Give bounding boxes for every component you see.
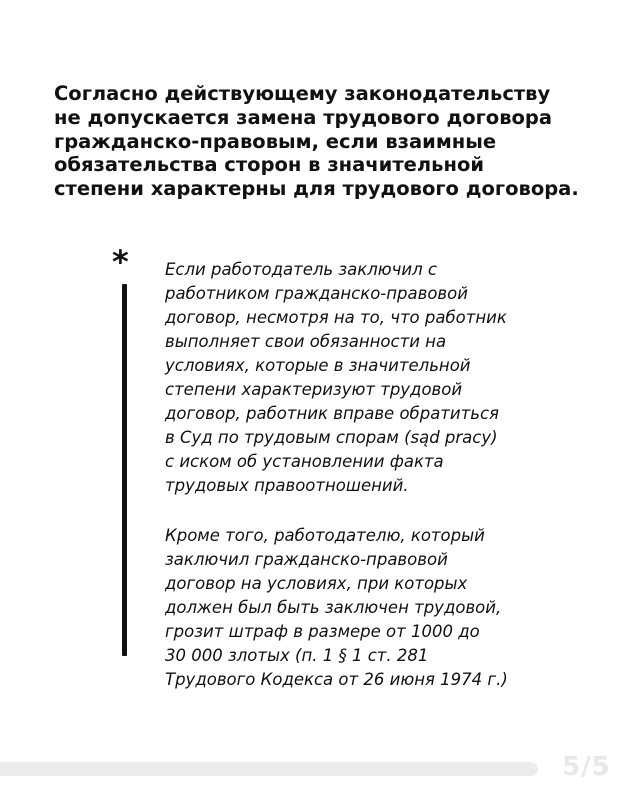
note-line: Если работодатель заключил с xyxy=(165,260,437,279)
note-line: должен был быть заключен трудовой, xyxy=(165,598,502,617)
note-block xyxy=(165,258,605,718)
note-line: Трудового Кодекса от 26 июня 1974 г.) xyxy=(165,670,508,689)
asterisk-icon: * xyxy=(112,243,129,281)
note-line: выполняет свои обязанности на xyxy=(165,332,447,351)
headline-line: не допускается замена трудового договора xyxy=(54,105,553,129)
note-line: в Суд по трудовым спорам (sąd pracy) xyxy=(165,428,498,447)
headline xyxy=(54,82,614,201)
note-line: грозит штраф в размере от 1000 до xyxy=(165,622,480,641)
headline-line: степени характерны для трудового договора. xyxy=(54,177,579,201)
note-line: с иском об установлении факта xyxy=(165,452,444,471)
note-paragraph-1 xyxy=(165,258,605,498)
headline-line: обязательства сторон в значительной xyxy=(54,153,484,177)
note-line: заключил гражданско-правовой xyxy=(165,550,448,569)
headline-line: Согласно действующему законодательству xyxy=(54,82,551,105)
note-line: работником гражданско-правовой xyxy=(165,284,468,303)
note-line: договор, работник вправе обратиться xyxy=(165,404,499,423)
note-line: условиях, которые в значительной xyxy=(165,356,471,375)
headline-line: гражданско-правовым, если взаимные xyxy=(54,129,497,153)
note-paragraph-2 xyxy=(165,524,605,692)
note-line: договор, несмотря на то, что работник xyxy=(165,308,507,327)
note-line: 30 000 злотых (п. 1 § 1 ст. 281 xyxy=(165,646,429,665)
slide-progress-bar xyxy=(0,762,538,776)
note-vertical-bar xyxy=(122,284,127,656)
note-line: трудовых правоотношений. xyxy=(165,476,409,495)
note-line: Кроме того, работодателю, который xyxy=(165,526,485,545)
slide-progress-fill xyxy=(0,762,538,776)
note-line: степени характеризуют трудовой xyxy=(165,380,463,399)
page-indicator: 5/5 xyxy=(562,752,611,782)
note-line: договор на условиях, при которых xyxy=(165,574,468,593)
